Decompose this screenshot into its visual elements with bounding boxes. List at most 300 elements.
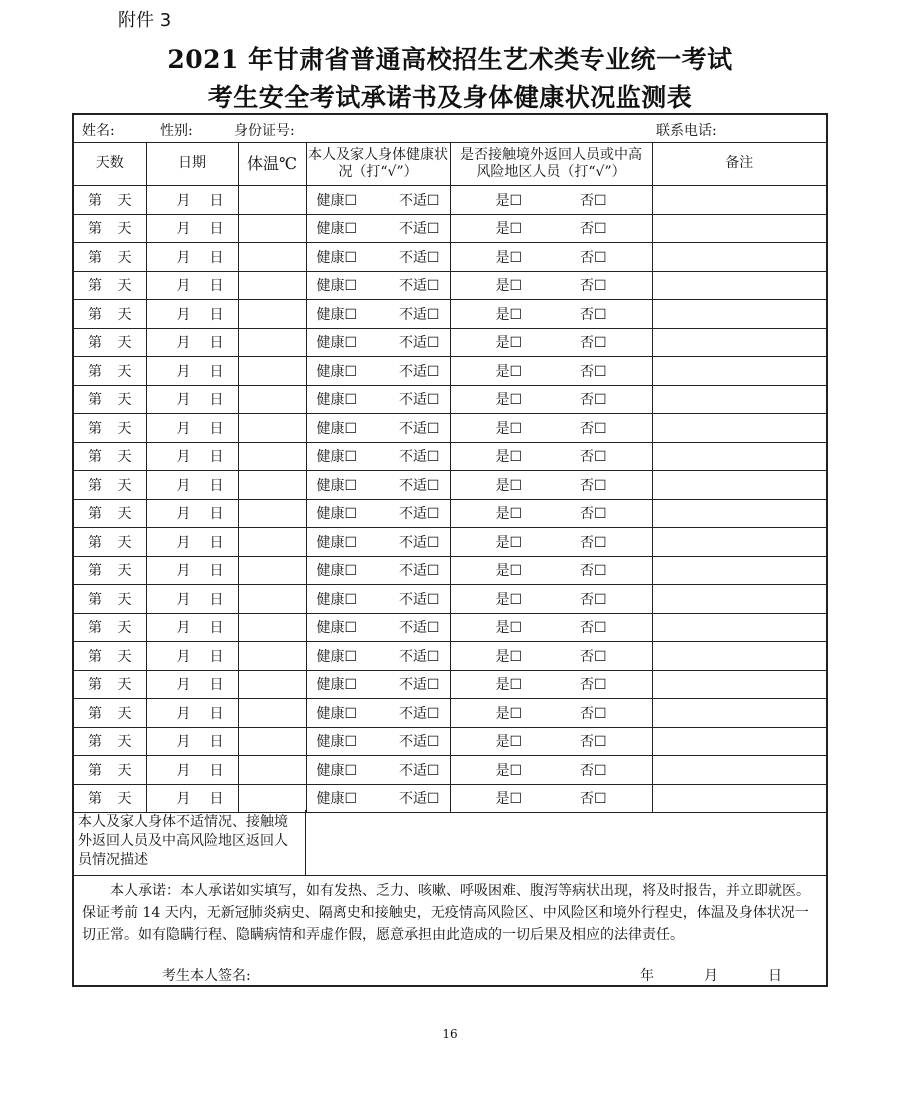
healthy-checkbox[interactable]: 健康☐: [316, 477, 358, 494]
no-checkbox[interactable]: 否☐: [579, 620, 607, 637]
health-cell: [306, 357, 450, 386]
temperature-cell[interactable]: [238, 214, 306, 243]
healthy-checkbox[interactable]: 健康☐: [316, 221, 358, 238]
table-row: [74, 585, 826, 614]
yes-checkbox[interactable]: 是☐: [495, 677, 523, 694]
healthy-checkbox[interactable]: 健康☐: [316, 791, 358, 808]
contact-cell: [450, 613, 652, 642]
day-cell[interactable]: [74, 243, 146, 272]
healthy-checkbox[interactable]: 健康☐: [316, 677, 358, 694]
month-label: 月: [176, 734, 191, 751]
yes-checkbox[interactable]: 是☐: [495, 791, 523, 808]
table-row: [74, 414, 826, 443]
day-label: 日: [209, 506, 224, 523]
day-label: 日: [209, 477, 224, 494]
yes-checkbox[interactable]: 是☐: [495, 734, 523, 751]
no-checkbox[interactable]: 否☐: [579, 762, 607, 779]
no-checkbox[interactable]: 否☐: [579, 648, 607, 665]
table-row: [74, 499, 826, 528]
day-label: 日: [209, 192, 224, 209]
yes-checkbox[interactable]: 是☐: [495, 620, 523, 637]
day-label: 日: [209, 734, 224, 751]
description-input-area[interactable]: [307, 810, 826, 875]
yes-checkbox[interactable]: 是☐: [495, 591, 523, 608]
remarks-cell[interactable]: [652, 243, 826, 272]
unwell-checkbox[interactable]: 不适☐: [398, 249, 440, 266]
day-cell[interactable]: [74, 271, 146, 300]
unwell-checkbox[interactable]: 不适☐: [398, 648, 440, 665]
day-suffix: 天: [117, 363, 132, 380]
temperature-cell[interactable]: [238, 642, 306, 671]
remarks-cell[interactable]: [652, 186, 826, 215]
day-suffix: 天: [117, 221, 132, 238]
day-cell[interactable]: [74, 613, 146, 642]
day-suffix: 天: [117, 534, 132, 551]
yes-checkbox[interactable]: 是☐: [495, 420, 523, 437]
day-cell[interactable]: [74, 214, 146, 243]
day-suffix: 天: [117, 335, 132, 352]
remarks-cell[interactable]: [652, 670, 826, 699]
day-prefix: 第: [88, 449, 102, 466]
date-cell[interactable]: [146, 328, 238, 357]
yes-checkbox[interactable]: 是☐: [495, 534, 523, 551]
date-cell[interactable]: [146, 442, 238, 471]
date-cell[interactable]: [146, 300, 238, 329]
no-checkbox[interactable]: 否☐: [579, 363, 607, 380]
remarks-cell[interactable]: [652, 528, 826, 557]
day-suffix: 天: [117, 734, 132, 751]
temperature-cell[interactable]: [238, 471, 306, 500]
day-prefix: 第: [88, 734, 102, 751]
day-suffix: 天: [117, 591, 132, 608]
description-label: 本人及家人身体不适情况、接触境外返回人员及中高风险地区返回人员情况描述: [74, 810, 306, 875]
day-prefix: 第: [88, 420, 102, 437]
remarks-cell[interactable]: [652, 214, 826, 243]
day-prefix: 第: [88, 620, 102, 637]
day-label: 日: [209, 677, 224, 694]
day-suffix: 天: [117, 620, 132, 637]
sign-day: 日: [768, 968, 782, 984]
day-label: 日: [209, 363, 224, 380]
day-cell[interactable]: [74, 699, 146, 728]
pledge-text: 本人承诺：本人承诺如实填写，如有发热、乏力、咳嗽、呼吸困难、腹泻等病状出现，将及时报告，并立即就医。保证考前 14 天内，无新冠肺炎病史、隔离史和接触史，无疫情高风险区、中风险区和境外行程史，体温及身体状况一切正常。如有隐瞒行程、隐瞒病情和弄虚作假，愿意承担由此造成的一切后果及相应的法律责任。: [82, 883, 810, 943]
month-label: 月: [176, 278, 191, 295]
unwell-checkbox[interactable]: 不适☐: [398, 534, 440, 551]
yes-checkbox[interactable]: 是☐: [495, 363, 523, 380]
temperature-cell[interactable]: [238, 670, 306, 699]
month-label: 月: [176, 563, 191, 580]
no-checkbox[interactable]: 否☐: [579, 791, 607, 808]
contact-cell: [450, 670, 652, 699]
no-checkbox[interactable]: 否☐: [579, 734, 607, 751]
temperature-cell[interactable]: [238, 357, 306, 386]
day-label: 日: [209, 591, 224, 608]
temperature-cell[interactable]: [238, 385, 306, 414]
contact-cell: [450, 499, 652, 528]
unwell-checkbox[interactable]: 不适☐: [398, 363, 440, 380]
phone-field[interactable]: 联系电话:: [656, 123, 717, 139]
date-cell[interactable]: [146, 528, 238, 557]
temperature-cell[interactable]: [238, 585, 306, 614]
day-label: 日: [209, 534, 224, 551]
month-label: 月: [176, 591, 191, 608]
remarks-cell[interactable]: [652, 585, 826, 614]
contact-cell: [450, 585, 652, 614]
table-row: [74, 271, 826, 300]
temperature-cell[interactable]: [238, 613, 306, 642]
unwell-checkbox[interactable]: 不适☐: [398, 335, 440, 352]
contact-cell: [450, 442, 652, 471]
health-cell: [306, 699, 450, 728]
date-cell[interactable]: [146, 385, 238, 414]
yes-checkbox[interactable]: 是☐: [495, 506, 523, 523]
day-prefix: 第: [88, 306, 102, 323]
unwell-checkbox[interactable]: 不适☐: [398, 506, 440, 523]
table-row: [74, 756, 826, 785]
health-cell: [306, 442, 450, 471]
remarks-cell[interactable]: [652, 556, 826, 585]
temperature-cell[interactable]: [238, 756, 306, 785]
day-prefix: 第: [88, 506, 102, 523]
attachment-label: 附件 3: [118, 10, 172, 31]
day-label: 日: [209, 705, 224, 722]
contact-cell: [450, 727, 652, 756]
day-suffix: 天: [117, 420, 132, 437]
yes-checkbox[interactable]: 是☐: [495, 335, 523, 352]
day-label: 日: [209, 335, 224, 352]
remarks-cell[interactable]: [652, 357, 826, 386]
table-row: [74, 442, 826, 471]
yes-checkbox[interactable]: 是☐: [495, 705, 523, 722]
day-label: 日: [209, 762, 224, 779]
temperature-cell[interactable]: [238, 556, 306, 585]
unwell-checkbox[interactable]: 不适☐: [398, 734, 440, 751]
no-checkbox[interactable]: 否☐: [579, 278, 607, 295]
date-cell[interactable]: [146, 613, 238, 642]
date-cell[interactable]: [146, 243, 238, 272]
yes-checkbox[interactable]: 是☐: [495, 192, 523, 209]
contact-cell: [450, 784, 652, 813]
day-cell[interactable]: [74, 471, 146, 500]
table-row: [74, 670, 826, 699]
day-label: 日: [209, 420, 224, 437]
unwell-checkbox[interactable]: 不适☐: [398, 705, 440, 722]
health-cell: [306, 642, 450, 671]
temperature-cell[interactable]: [238, 784, 306, 813]
unwell-checkbox[interactable]: 不适☐: [398, 192, 440, 209]
day-prefix: 第: [88, 534, 102, 551]
health-cell: [306, 585, 450, 614]
date-cell[interactable]: [146, 357, 238, 386]
month-label: 月: [176, 221, 191, 238]
table-row: [74, 784, 826, 813]
temperature-cell[interactable]: [238, 271, 306, 300]
remarks-cell[interactable]: [652, 271, 826, 300]
day-suffix: 天: [117, 506, 132, 523]
remarks-cell[interactable]: [652, 784, 826, 813]
no-checkbox[interactable]: 否☐: [579, 221, 607, 238]
day-suffix: 天: [117, 477, 132, 494]
name-field[interactable]: 姓名:: [82, 123, 115, 139]
yes-checkbox[interactable]: 是☐: [495, 563, 523, 580]
no-checkbox[interactable]: 否☐: [579, 306, 607, 323]
yes-checkbox[interactable]: 是☐: [495, 648, 523, 665]
contact-cell: [450, 328, 652, 357]
no-checkbox[interactable]: 否☐: [579, 335, 607, 352]
date-cell[interactable]: [146, 499, 238, 528]
table-row: [74, 528, 826, 557]
yes-checkbox[interactable]: 是☐: [495, 221, 523, 238]
day-label: 日: [209, 563, 224, 580]
remarks-cell[interactable]: [652, 756, 826, 785]
healthy-checkbox[interactable]: 健康☐: [316, 563, 358, 580]
remarks-cell[interactable]: [652, 499, 826, 528]
unwell-checkbox[interactable]: 不适☐: [398, 278, 440, 295]
month-label: 月: [176, 762, 191, 779]
day-cell[interactable]: [74, 414, 146, 443]
date-cell[interactable]: [146, 585, 238, 614]
remarks-cell[interactable]: [652, 613, 826, 642]
healthy-checkbox[interactable]: 健康☐: [316, 449, 358, 466]
yes-checkbox[interactable]: 是☐: [495, 477, 523, 494]
day-cell[interactable]: [74, 585, 146, 614]
header-remarks: 备注: [652, 142, 826, 186]
month-label: 月: [176, 506, 191, 523]
no-checkbox[interactable]: 否☐: [579, 420, 607, 437]
no-checkbox[interactable]: 否☐: [579, 449, 607, 466]
day-label: 日: [209, 278, 224, 295]
header-date: 日期: [146, 142, 238, 186]
remarks-cell[interactable]: [652, 300, 826, 329]
contact-cell: [450, 385, 652, 414]
healthy-checkbox[interactable]: 健康☐: [316, 648, 358, 665]
date-cell[interactable]: [146, 556, 238, 585]
table-row: [74, 471, 826, 500]
month-label: 月: [176, 192, 191, 209]
remarks-cell[interactable]: [652, 699, 826, 728]
unwell-checkbox[interactable]: 不适☐: [398, 677, 440, 694]
remarks-cell[interactable]: [652, 727, 826, 756]
day-cell[interactable]: [74, 642, 146, 671]
document-title-line-1: 2021 年甘肃省普通高校招生艺术类专业统一考试: [167, 45, 733, 74]
no-checkbox[interactable]: 否☐: [579, 534, 607, 551]
date-cell[interactable]: [146, 699, 238, 728]
health-cell: [306, 414, 450, 443]
day-suffix: 天: [117, 392, 132, 409]
day-prefix: 第: [88, 563, 102, 580]
yes-checkbox[interactable]: 是☐: [495, 306, 523, 323]
table-row: [74, 613, 826, 642]
day-prefix: 第: [88, 392, 102, 409]
day-cell[interactable]: [74, 385, 146, 414]
no-checkbox[interactable]: 否☐: [579, 563, 607, 580]
healthy-checkbox[interactable]: 健康☐: [316, 335, 358, 352]
healthy-checkbox[interactable]: 健康☐: [316, 534, 358, 551]
day-cell[interactable]: [74, 727, 146, 756]
remarks-cell[interactable]: [652, 385, 826, 414]
remarks-cell[interactable]: [652, 442, 826, 471]
yes-checkbox[interactable]: 是☐: [495, 392, 523, 409]
health-cell: [306, 727, 450, 756]
day-cell[interactable]: [74, 328, 146, 357]
unwell-checkbox[interactable]: 不适☐: [398, 420, 440, 437]
day-cell[interactable]: [74, 670, 146, 699]
day-prefix: 第: [88, 221, 102, 238]
date-cell[interactable]: [146, 642, 238, 671]
personal-info-row: [74, 115, 826, 143]
healthy-checkbox[interactable]: 健康☐: [316, 506, 358, 523]
day-cell[interactable]: [74, 442, 146, 471]
temperature-cell[interactable]: [238, 528, 306, 557]
day-suffix: 天: [117, 278, 132, 295]
signature-label[interactable]: 考生本人签名:: [162, 968, 251, 984]
day-suffix: 天: [117, 677, 132, 694]
temperature-cell[interactable]: [238, 300, 306, 329]
month-label: 月: [176, 620, 191, 637]
no-checkbox[interactable]: 否☐: [579, 506, 607, 523]
no-checkbox[interactable]: 否☐: [579, 477, 607, 494]
day-label: 日: [209, 249, 224, 266]
yes-checkbox[interactable]: 是☐: [495, 449, 523, 466]
healthy-checkbox[interactable]: 健康☐: [316, 363, 358, 380]
day-cell[interactable]: [74, 499, 146, 528]
health-cell: [306, 243, 450, 272]
table-row: [74, 385, 826, 414]
day-cell[interactable]: [74, 784, 146, 813]
month-label: 月: [176, 791, 191, 808]
no-checkbox[interactable]: 否☐: [579, 249, 607, 266]
temperature-cell[interactable]: [238, 442, 306, 471]
sign-year: 年: [640, 968, 654, 984]
yes-checkbox[interactable]: 是☐: [495, 762, 523, 779]
no-checkbox[interactable]: 否☐: [579, 591, 607, 608]
temperature-cell[interactable]: [238, 243, 306, 272]
unwell-checkbox[interactable]: 不适☐: [398, 791, 440, 808]
unwell-checkbox[interactable]: 不适☐: [398, 563, 440, 580]
gender-field[interactable]: 性别:: [160, 123, 193, 139]
healthy-checkbox[interactable]: 健康☐: [316, 591, 358, 608]
month-label: 月: [176, 335, 191, 352]
table-row: [74, 214, 826, 243]
no-checkbox[interactable]: 否☐: [579, 705, 607, 722]
id-number-field[interactable]: 身份证号:: [234, 123, 295, 139]
unwell-checkbox[interactable]: 不适☐: [398, 477, 440, 494]
temperature-cell[interactable]: [238, 699, 306, 728]
day-cell[interactable]: [74, 300, 146, 329]
date-cell[interactable]: [146, 670, 238, 699]
contact-cell: [450, 699, 652, 728]
unwell-checkbox[interactable]: 不适☐: [398, 392, 440, 409]
health-cell: [306, 670, 450, 699]
no-checkbox[interactable]: 否☐: [579, 192, 607, 209]
day-prefix: 第: [88, 591, 102, 608]
day-prefix: 第: [88, 278, 102, 295]
remarks-cell[interactable]: [652, 471, 826, 500]
day-prefix: 第: [88, 477, 102, 494]
temperature-cell[interactable]: [238, 499, 306, 528]
no-checkbox[interactable]: 否☐: [579, 677, 607, 694]
unwell-checkbox[interactable]: 不适☐: [398, 620, 440, 637]
day-prefix: 第: [88, 762, 102, 779]
table-row: [74, 186, 826, 215]
date-cell[interactable]: [146, 271, 238, 300]
contact-cell: [450, 243, 652, 272]
table-row: [74, 642, 826, 671]
header-days: 天数: [74, 142, 146, 186]
healthy-checkbox[interactable]: 健康☐: [316, 306, 358, 323]
yes-checkbox[interactable]: 是☐: [495, 278, 523, 295]
healthy-checkbox[interactable]: 健康☐: [316, 620, 358, 637]
date-cell[interactable]: [146, 214, 238, 243]
temperature-cell[interactable]: [238, 186, 306, 215]
date-cell[interactable]: [146, 727, 238, 756]
day-cell[interactable]: [74, 357, 146, 386]
date-cell[interactable]: [146, 186, 238, 215]
unwell-checkbox[interactable]: 不适☐: [398, 591, 440, 608]
temperature-cell[interactable]: [238, 727, 306, 756]
remarks-cell[interactable]: [652, 642, 826, 671]
healthy-checkbox[interactable]: 健康☐: [316, 392, 358, 409]
healthy-checkbox[interactable]: 健康☐: [316, 762, 358, 779]
health-cell: [306, 613, 450, 642]
day-suffix: 天: [117, 648, 132, 665]
month-label: 月: [176, 363, 191, 380]
table-row: [74, 727, 826, 756]
healthy-checkbox[interactable]: 健康☐: [316, 734, 358, 751]
day-cell[interactable]: [74, 528, 146, 557]
date-cell[interactable]: [146, 414, 238, 443]
no-checkbox[interactable]: 否☐: [579, 392, 607, 409]
day-label: 日: [209, 392, 224, 409]
month-label: 月: [176, 392, 191, 409]
health-cell: [306, 385, 450, 414]
unwell-checkbox[interactable]: 不适☐: [398, 221, 440, 238]
day-label: 日: [209, 221, 224, 238]
day-suffix: 天: [117, 306, 132, 323]
healthy-checkbox[interactable]: 健康☐: [316, 420, 358, 437]
day-suffix: 天: [117, 192, 132, 209]
contact-cell: [450, 300, 652, 329]
day-label: 日: [209, 648, 224, 665]
day-cell[interactable]: [74, 756, 146, 785]
health-cell: [306, 328, 450, 357]
healthy-checkbox[interactable]: 健康☐: [316, 278, 358, 295]
day-cell[interactable]: [74, 556, 146, 585]
healthy-checkbox[interactable]: 健康☐: [316, 192, 358, 209]
unwell-checkbox[interactable]: 不适☐: [398, 762, 440, 779]
healthy-checkbox[interactable]: 健康☐: [316, 705, 358, 722]
day-label: 日: [209, 791, 224, 808]
table-row: [74, 300, 826, 329]
temperature-cell[interactable]: [238, 414, 306, 443]
health-cell: [306, 784, 450, 813]
healthy-checkbox[interactable]: 健康☐: [316, 249, 358, 266]
date-cell[interactable]: [146, 471, 238, 500]
remarks-cell[interactable]: [652, 414, 826, 443]
yes-checkbox[interactable]: 是☐: [495, 249, 523, 266]
unwell-checkbox[interactable]: 不适☐: [398, 306, 440, 323]
day-prefix: 第: [88, 363, 102, 380]
header-contact-history: 是否接触境外返回人员或中高风险地区人员（打“√”）: [450, 142, 652, 186]
remarks-cell[interactable]: [652, 328, 826, 357]
unwell-checkbox[interactable]: 不适☐: [398, 449, 440, 466]
temperature-cell[interactable]: [238, 328, 306, 357]
health-cell: [306, 471, 450, 500]
table-row: [74, 243, 826, 272]
date-cell[interactable]: [146, 756, 238, 785]
date-cell[interactable]: [146, 784, 238, 813]
day-cell[interactable]: [74, 186, 146, 215]
